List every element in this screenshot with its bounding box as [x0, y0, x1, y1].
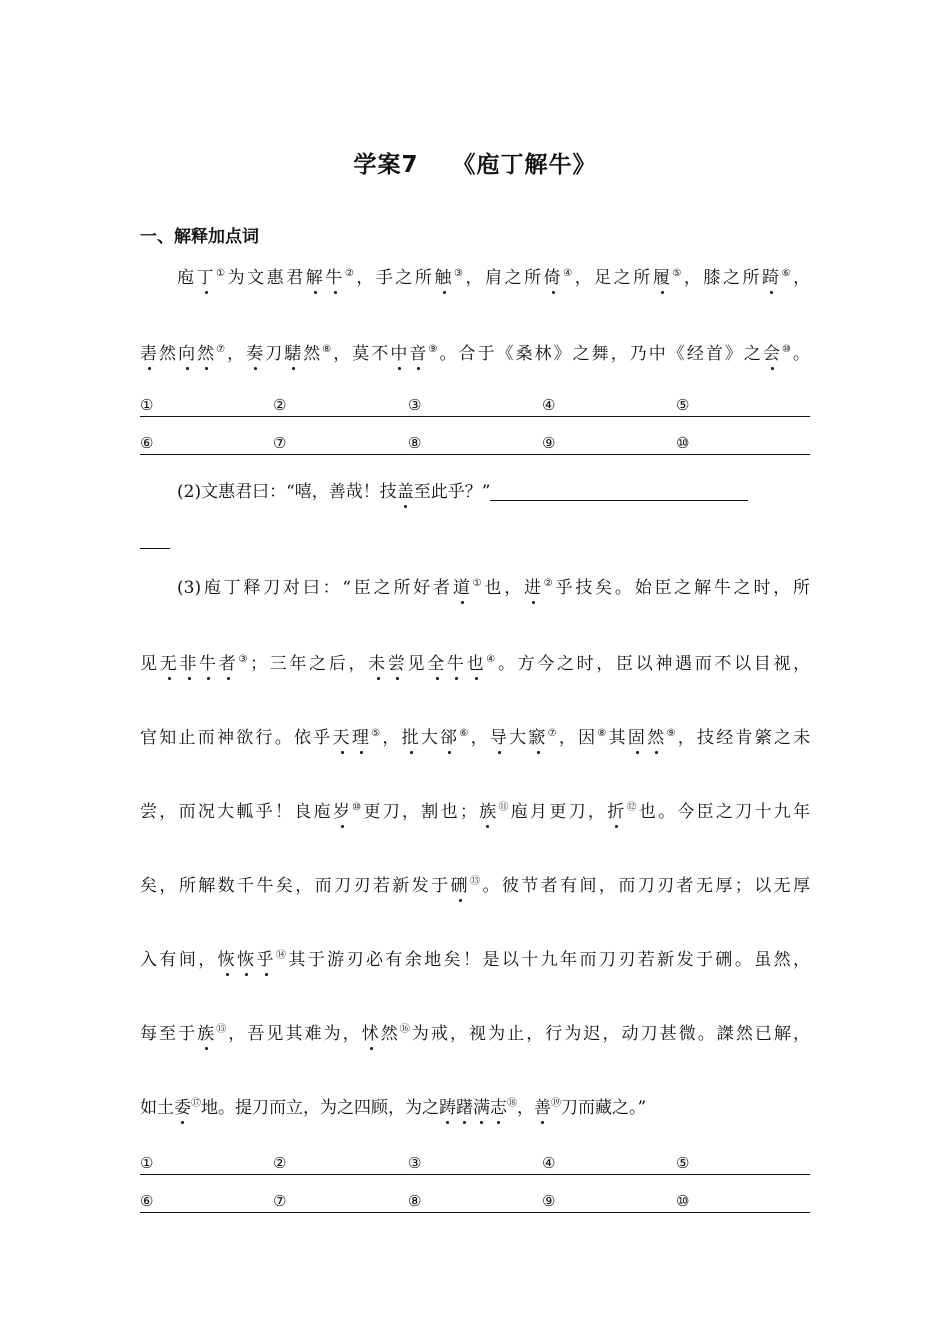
passage-text: ，: [517, 1098, 534, 1118]
answer-blanks-3-row-2[interactable]: [140, 1188, 810, 1213]
passage-text: 其于游刃必有余地矣！是以十九年而刀刃若新发于硎。虽然，: [288, 950, 811, 970]
note-marker: ④: [563, 268, 575, 279]
dotted-word: 志: [490, 1098, 507, 1118]
passage-3-line-2: [140, 650, 810, 678]
passage-text: ，: [793, 268, 811, 288]
note-marker: ⑬: [470, 876, 483, 887]
passage-3-line-8: [140, 1094, 810, 1122]
note-marker: ⑯: [399, 1024, 412, 1035]
dotted-word: 怵: [361, 1024, 381, 1044]
blank-number: ⑩: [676, 434, 690, 452]
passage-text: 庖: [177, 268, 197, 288]
passage-2-line-1: [140, 478, 810, 506]
passage-text: (3)庖丁释刀对曰：“臣之所好者: [177, 578, 453, 598]
passage-text: 。合于《桑林》之舞，乃中《经首》之: [439, 344, 763, 364]
passage-text: 刀: [265, 344, 285, 364]
dotted-word: 批: [401, 728, 421, 748]
passage-text: ，: [470, 728, 490, 748]
note-marker: ⑩: [782, 344, 793, 355]
note-marker: ⑥: [459, 728, 471, 739]
note-marker: ⑤: [672, 268, 684, 279]
passage-text: 庖月更刀，: [510, 802, 608, 822]
dotted-word: 盖: [396, 482, 414, 502]
passage-3-line-6: [140, 946, 810, 974]
dotted-word: 奏: [246, 344, 266, 364]
dotted-word: 进: [524, 578, 544, 598]
passage-text: 。彼节者有间，而刀刃者无厚；以无厚: [482, 876, 811, 896]
dotted-word: 导: [489, 728, 510, 748]
dotted-word: 岁: [332, 802, 353, 822]
dotted-word: 丁: [196, 268, 217, 288]
passage-text: ，膝之所: [683, 268, 763, 288]
blank-number: ⑨: [542, 1192, 556, 1210]
blank-number: ⑥: [140, 1192, 154, 1210]
passage-text: ，吾见其难为，: [228, 1024, 362, 1044]
note-marker: ⑰: [191, 1098, 201, 1109]
dotted-word: 无: [159, 654, 180, 674]
dotted-word: 道: [452, 578, 473, 598]
dotted-word: 天: [332, 728, 352, 748]
answer-blank-2-continued[interactable]: [140, 548, 170, 549]
passage-text: 为文惠君: [227, 268, 306, 288]
dotted-word: 满: [473, 1098, 490, 1118]
dotted-word: 折: [607, 802, 627, 822]
dotted-word: 履: [652, 268, 673, 288]
passage-text: 大: [509, 728, 529, 748]
dotted-word: 族: [197, 1024, 217, 1044]
note-marker: ②: [344, 268, 357, 279]
passage-text: ，足之所: [574, 268, 653, 288]
passage-text: 见: [407, 654, 428, 674]
dotted-word: 踦: [762, 268, 782, 288]
dotted-word: 牛: [446, 654, 467, 674]
dotted-word: 会: [762, 344, 782, 364]
passage-text: 更刀，割也；: [363, 802, 477, 822]
note-marker: ⑪: [498, 802, 511, 813]
passage-3-line-4: [140, 798, 810, 826]
dotted-word: 恢: [237, 950, 257, 970]
passage-text: 也，: [484, 578, 524, 598]
dotted-word: 未: [368, 654, 388, 674]
dotted-word: 触: [434, 268, 455, 288]
dotted-word: 者: [218, 654, 239, 674]
page-title: [0, 146, 950, 179]
note-marker: ⑱: [507, 1098, 517, 1109]
passage-text: 然: [380, 1024, 400, 1044]
passage-text: ，肩之所: [465, 268, 544, 288]
dotted-word: 尝: [387, 654, 408, 674]
blank-number: ⑥: [140, 434, 154, 452]
dotted-word: 也: [466, 654, 487, 674]
title-text: 《庖丁解牛》: [452, 152, 597, 178]
blank-number: ④: [542, 396, 556, 414]
note-marker: ⑫: [626, 802, 639, 813]
note-marker: ⑦: [547, 728, 559, 739]
blank-number: ⑧: [408, 434, 422, 452]
dotted-word: 解: [305, 268, 326, 288]
dotted-word: 然: [197, 344, 217, 364]
passage-text: 尝，而况大軱乎！良庖: [140, 802, 333, 822]
passage-text: 每至于: [140, 1024, 198, 1044]
note-marker: ③: [454, 268, 466, 279]
section-heading: 一、解释加点词: [140, 227, 259, 247]
answer-blanks-1-row-2[interactable]: [140, 430, 810, 455]
dotted-word: 乎: [256, 950, 276, 970]
passage-text: ，莫不: [333, 344, 391, 364]
note-marker: ①: [216, 268, 228, 279]
answer-blank-2[interactable]: [490, 480, 748, 501]
passage-text: 其: [608, 728, 628, 748]
dotted-word: 恢: [217, 950, 238, 970]
passage-text: 大: [420, 728, 441, 748]
blank-number: ③: [408, 1154, 422, 1172]
blank-number: ⑤: [676, 1154, 690, 1172]
passage-text: 见: [140, 654, 160, 674]
note-marker: ⑦: [216, 344, 228, 355]
title-lesson: 学案7: [353, 152, 419, 178]
blank-number: ⑦: [273, 1192, 287, 1210]
passage-text: ，技经肯綮之未: [677, 728, 811, 748]
passage-text: 官知止而神欲行。依乎: [140, 728, 333, 748]
passage-text: 。: [793, 344, 810, 364]
passage-text: 矣，所解数千牛矣，而刀刃若新发于: [140, 876, 451, 896]
note-marker: ⑧: [597, 728, 609, 739]
passage-text: 然: [303, 344, 323, 364]
passage-3-line-1: [140, 574, 810, 602]
blank-number: ④: [542, 1154, 556, 1172]
dotted-word: 中: [390, 344, 410, 364]
note-marker: ③: [238, 654, 251, 665]
passage-text: 地。提刀而立，为之四顾，为之: [201, 1098, 439, 1118]
dotted-word: 騞: [284, 344, 304, 364]
blank-number: ⑨: [542, 434, 556, 452]
blank-number: ⑦: [273, 434, 287, 452]
passage-text: 入有间，: [140, 950, 218, 970]
dotted-word: 倚: [543, 268, 564, 288]
blank-number: ①: [140, 1154, 154, 1172]
dotted-word: 躇: [456, 1098, 473, 1118]
blank-number: ②: [273, 396, 287, 414]
passage-3-line-3: [140, 724, 810, 752]
blank-number: ⑩: [676, 1192, 690, 1210]
dotted-word: 然: [647, 728, 667, 748]
passage-3-line-5: [140, 872, 810, 900]
dotted-word: 固: [627, 728, 648, 748]
passage-1-line-2: [140, 340, 810, 368]
passage-3-line-7: [140, 1020, 810, 1048]
dotted-word: 全: [427, 654, 447, 674]
passage-text: ，: [227, 344, 247, 364]
blank-number: ②: [273, 1154, 287, 1172]
note-marker: ⑲: [551, 1098, 561, 1109]
passage-text: 然: [159, 344, 179, 364]
dotted-word: 牛: [199, 654, 219, 674]
dotted-word: 族: [476, 802, 499, 822]
note-marker: ⑨: [666, 728, 678, 739]
passage-text: (2)文惠君曰：“嘻，善哉！技: [177, 482, 397, 502]
answer-blanks-3-row-1[interactable]: [140, 1150, 810, 1175]
dotted-word: 向: [178, 344, 198, 364]
passage-text: 至此乎？”: [413, 482, 491, 502]
passage-text: ；三年之后，: [250, 654, 369, 674]
blank-number: ③: [408, 396, 422, 414]
dotted-word: 音: [409, 344, 429, 364]
passage-text: 为戒，视为止，行为迟，动刀甚微。謋然已解，: [411, 1024, 811, 1044]
passage-text: 如土: [140, 1098, 174, 1118]
passage-text: ，手之所: [356, 268, 435, 288]
dotted-word: 非: [179, 654, 200, 674]
note-marker: ②: [543, 578, 556, 589]
dotted-word: 郤: [440, 728, 460, 748]
note-marker: ⑨: [428, 344, 440, 355]
note-marker: ④: [486, 654, 498, 665]
dotted-word: 理: [351, 728, 372, 748]
blank-number: ⑤: [676, 396, 690, 414]
blank-number: ⑧: [408, 1192, 422, 1210]
note-marker: ⑩: [352, 802, 364, 813]
passage-1-line-1: [140, 264, 810, 292]
passage-text: ，因: [558, 728, 598, 748]
dotted-word: 窾: [528, 728, 548, 748]
answer-blanks-1-row-1[interactable]: [140, 392, 810, 417]
passage-text: 乎技矣。始臣之解牛之时，所: [555, 578, 811, 598]
note-marker: ⑮: [216, 1024, 229, 1035]
dotted-word: 硎: [450, 876, 471, 896]
dotted-word: 委: [174, 1098, 191, 1118]
passage-text: 也。今臣之刀十九年: [638, 802, 811, 822]
dotted-word: 牛: [325, 268, 345, 288]
note-marker: ⑥: [781, 268, 794, 279]
dotted-word: 砉: [140, 344, 160, 364]
note-marker: ⑭: [275, 950, 289, 961]
note-marker: ⑤: [371, 728, 383, 739]
dotted-word: 踌: [439, 1098, 456, 1118]
passage-text: 刀而藏之。”: [561, 1098, 647, 1118]
passage-2-text: [177, 482, 490, 502]
note-marker: ①: [472, 578, 485, 589]
passage-text: ，: [382, 728, 402, 748]
dotted-word: 善: [534, 1098, 551, 1118]
blank-number: ①: [140, 396, 154, 414]
passage-text: 。方今之时，臣以神遇而不以目视，: [497, 654, 811, 674]
note-marker: ⑧: [322, 344, 334, 355]
